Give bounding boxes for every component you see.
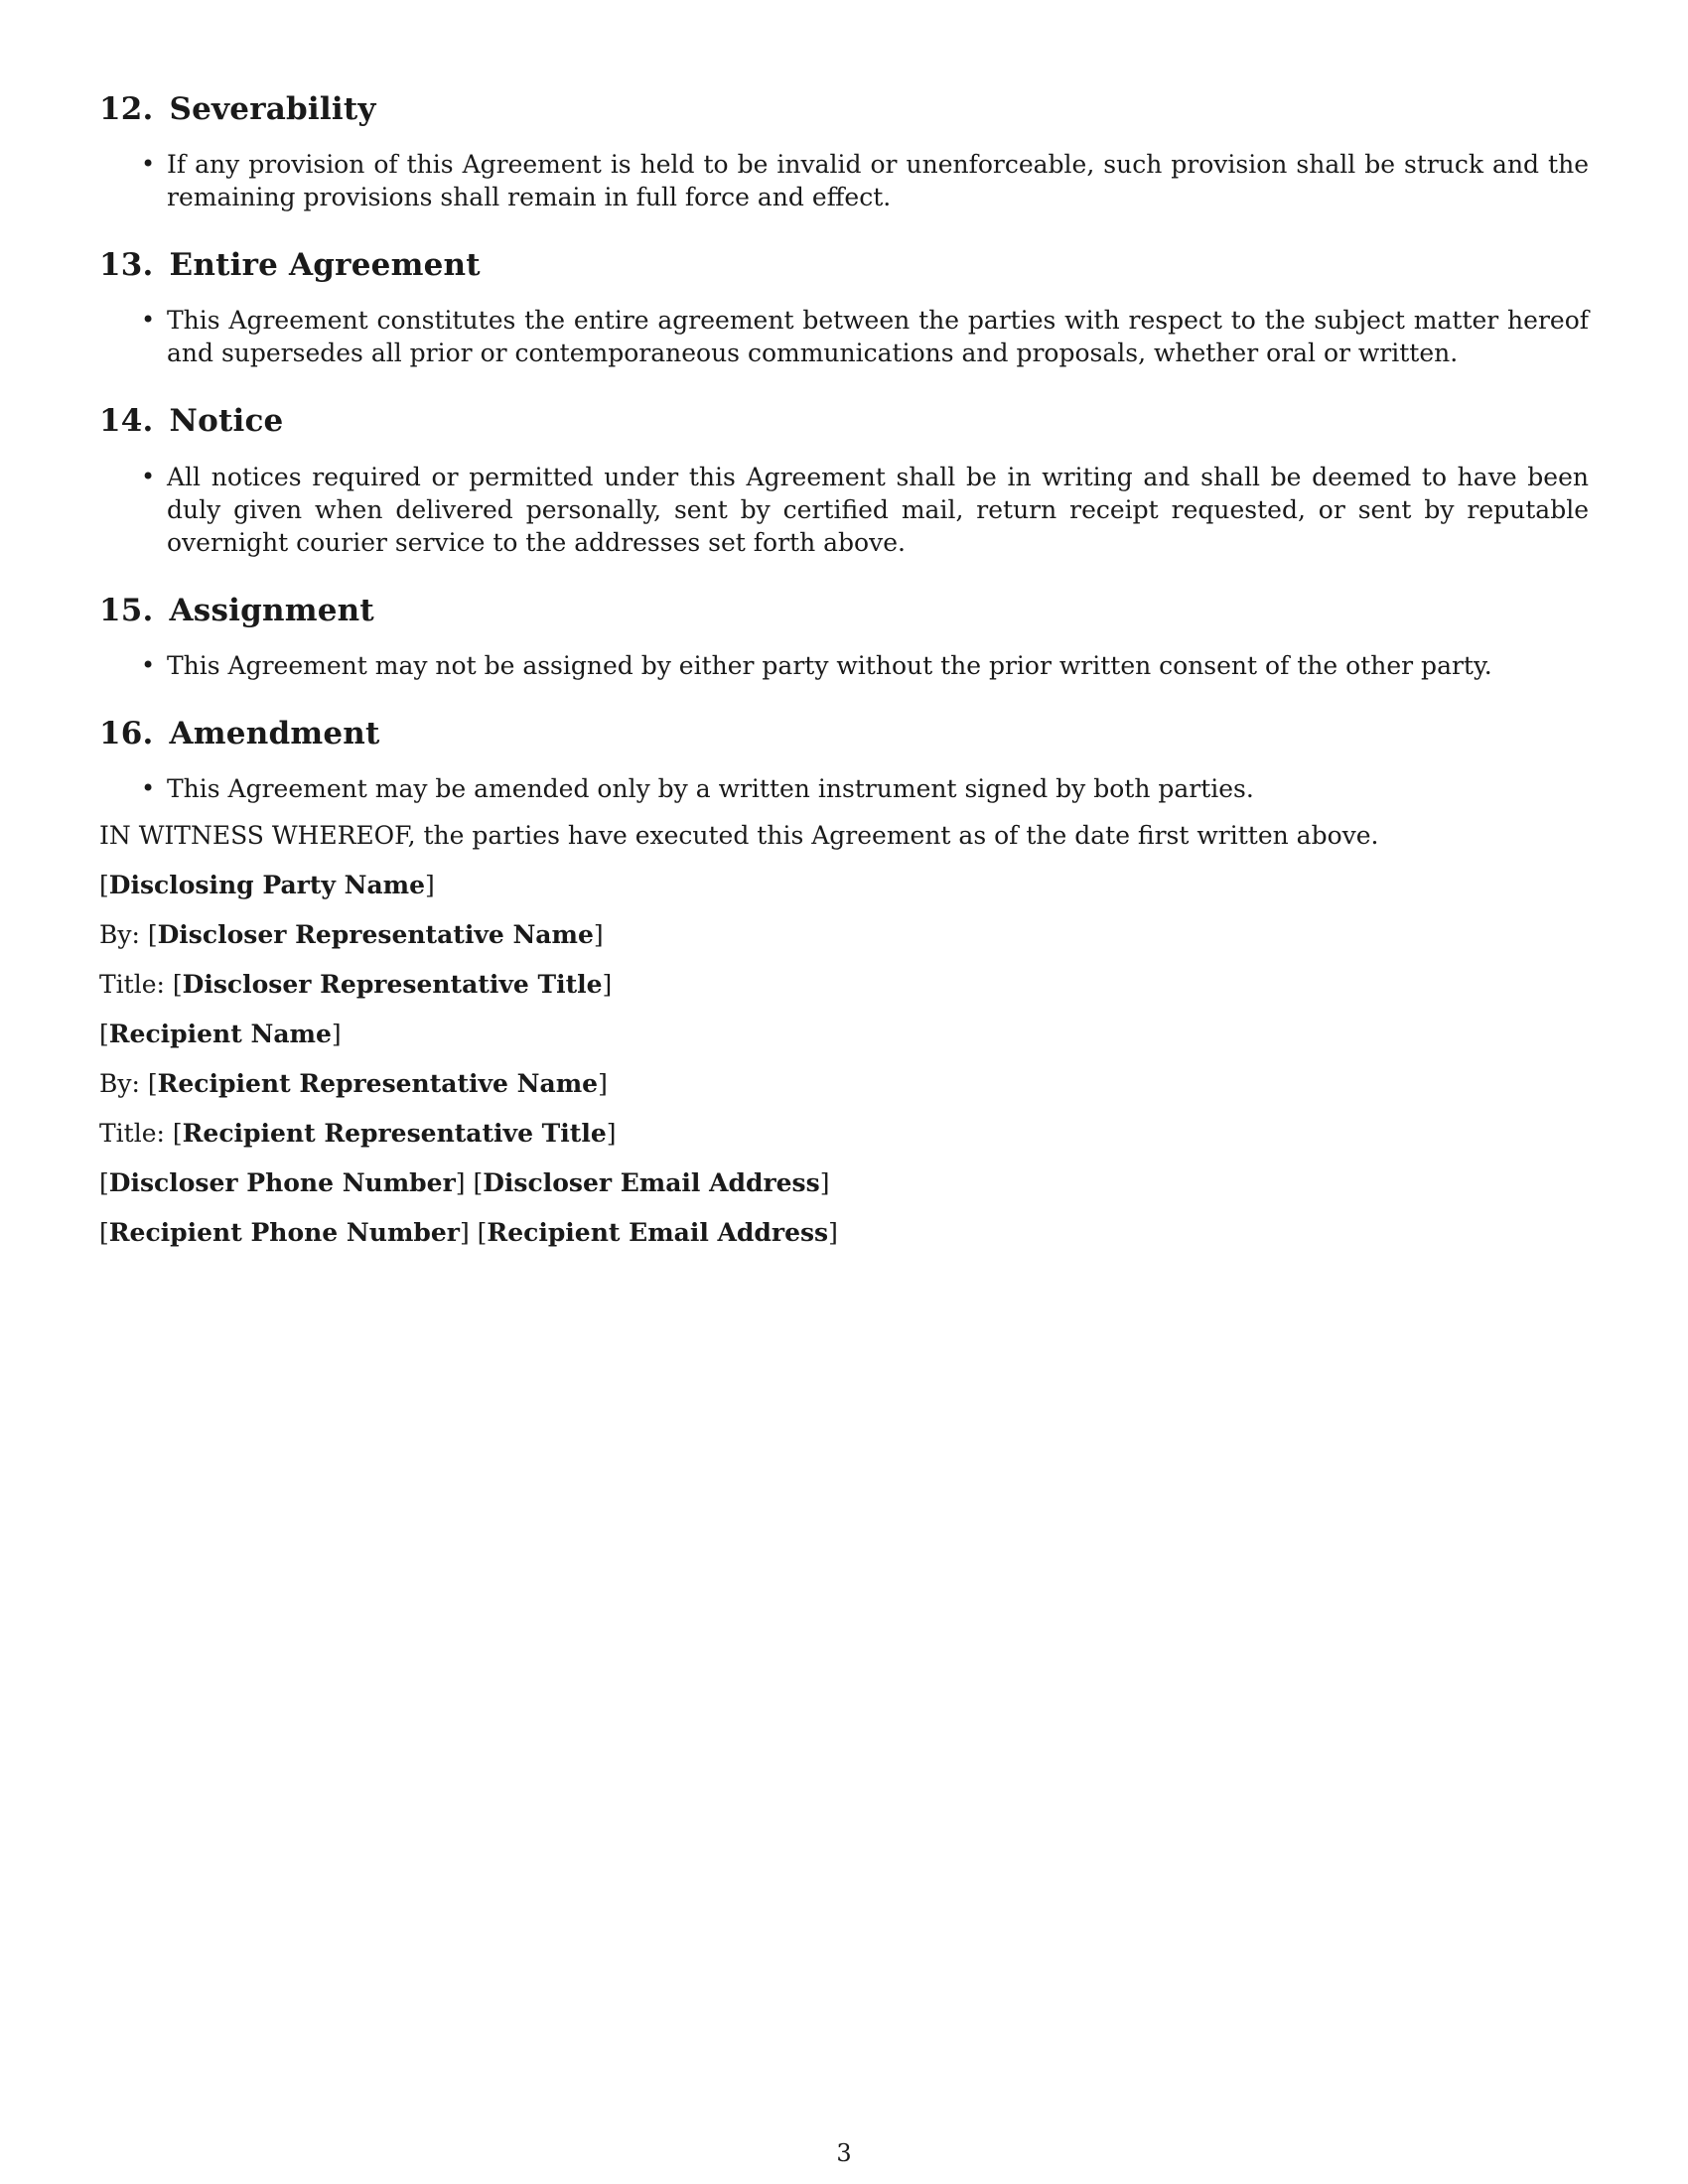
- discloser-rep-title: Discloser Representative Title: [182, 969, 603, 999]
- disclosing-party-line: [Disclosing Party Name]: [99, 870, 435, 899]
- recipient-phone: Recipient Phone Number: [108, 1217, 460, 1247]
- recipient-email: Recipient Email Address: [487, 1217, 829, 1247]
- list-item: • All notices required or permitted under this Agreement shall be in writing and shall be deemed to have been duly given when delivered personally, sent by certified mail, return receipt requested, or sent by reputable overnight courier service to the addresses set forth above.: [167, 461, 1589, 559]
- section-number: 15.: [99, 592, 154, 628]
- by-label: By:: [99, 919, 140, 949]
- section-amendment: [99, 716, 1589, 805]
- section-title: Amendment: [169, 715, 380, 751]
- recipient-rep-name: Recipient Representative Name: [157, 1068, 599, 1098]
- section-list: [99, 772, 1589, 805]
- section-number: 14.: [99, 403, 154, 440]
- section-list: [99, 304, 1589, 369]
- section-heading: [99, 716, 1589, 752]
- recipient-line: [Recipient Name]: [99, 1019, 342, 1048]
- discloser-title-line: Title: [Discloser Representative Title]: [99, 969, 613, 999]
- witness-statement: IN WITNESS WHEREOF, the parties have executed this Agreement as of the date first written above.: [99, 820, 1379, 850]
- recipient-contact-line: [Recipient Phone Number] [Recipient Email Address]: [99, 1217, 838, 1247]
- section-title: Notice: [169, 403, 284, 440]
- list-item: • This Agreement may not be assigned by either party without the prior written consent of the other party.: [167, 649, 1589, 682]
- discloser-email: Discloser Email Address: [483, 1167, 820, 1197]
- list-item: • This Agreement may be amended only by a written instrument signed by both parties.: [167, 772, 1589, 805]
- section-list: [99, 649, 1589, 682]
- signature-block: [99, 819, 1589, 1249]
- section-assignment: [99, 593, 1589, 682]
- section-entire-agreement: [99, 247, 1589, 369]
- section-heading: [99, 593, 1589, 629]
- section-title: Entire Agreement: [169, 247, 481, 284]
- title-label: Title:: [99, 1118, 165, 1148]
- section-list: [99, 148, 1589, 213]
- section-title: Assignment: [169, 592, 374, 628]
- discloser-by-line: By: [Discloser Representative Name]: [99, 919, 604, 949]
- section-list: [99, 461, 1589, 559]
- recipient-name: Recipient Name: [108, 1019, 332, 1048]
- title-label: Title:: [99, 969, 165, 999]
- section-notice: [99, 403, 1589, 558]
- recipient-title-line: Title: [Recipient Representative Title]: [99, 1118, 617, 1148]
- discloser-rep-name: Discloser Representative Name: [157, 919, 594, 949]
- discloser-phone: Discloser Phone Number: [108, 1167, 456, 1197]
- disclosing-party-name: Disclosing Party Name: [108, 870, 426, 899]
- page-number: 3: [836, 2139, 852, 2167]
- section-number: 12.: [99, 91, 154, 127]
- section-title: Severability: [169, 91, 376, 127]
- list-item: • If any provision of this Agreement is held to be invalid or unenforceable, such provision shall be struck and the remaining provisions shall remain in full force and effect.: [167, 148, 1589, 213]
- section-number: 13.: [99, 247, 154, 284]
- recipient-by-line: By: [Recipient Representative Name]: [99, 1068, 608, 1098]
- discloser-contact-line: [Discloser Phone Number] [Discloser Email Address]: [99, 1167, 830, 1197]
- recipient-rep-title: Recipient Representative Title: [182, 1118, 607, 1148]
- section-number: 16.: [99, 715, 154, 751]
- by-label: By:: [99, 1068, 140, 1098]
- list-item: • This Agreement constitutes the entire agreement between the parties with respect to the subject matter hereof and supersedes all prior or contemporaneous communications and proposals, whether oral or written.: [167, 304, 1589, 369]
- document-page: [99, 91, 1589, 1266]
- section-heading: [99, 91, 1589, 128]
- section-heading: [99, 247, 1589, 284]
- section-heading: [99, 403, 1589, 440]
- section-severability: [99, 91, 1589, 213]
